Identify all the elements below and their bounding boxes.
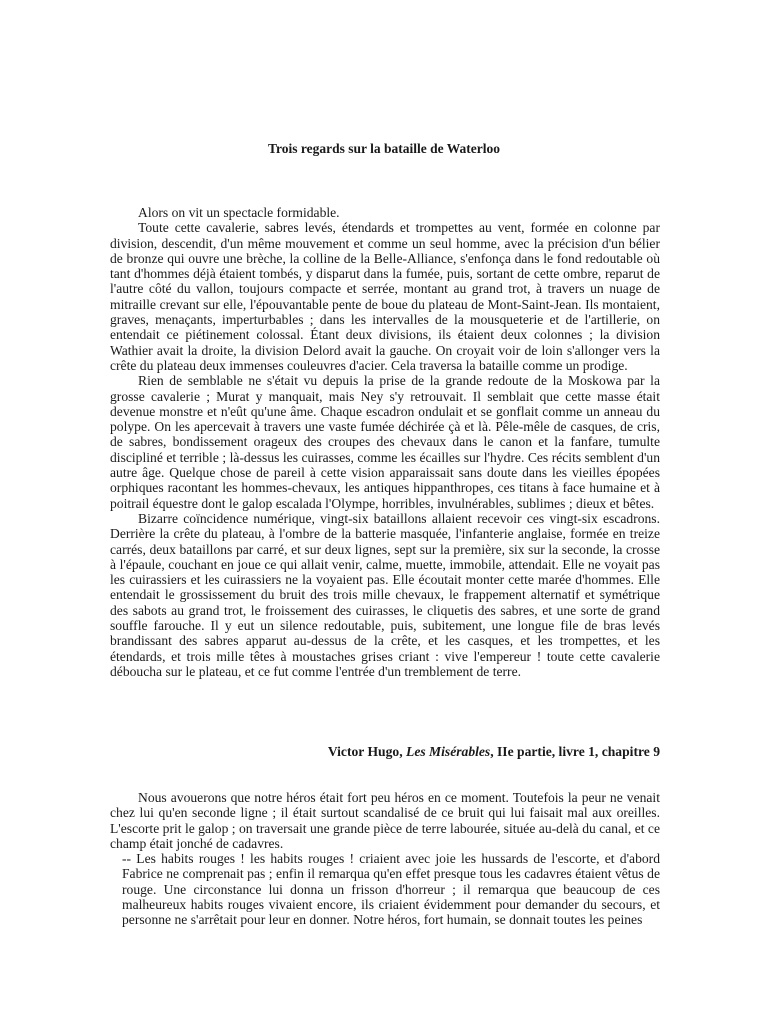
paragraph: Rien de semblable ne s'était vu depuis la prise de la grande redoute de la Moskowa par la grosse cavalerie ; Murat y manquait, mais Ney s'y retrouvait. Il semblait que cette masse était devenue monstre et n'eût qu'une âme. Chaque escadron ondulait et se gonflait comme un anneau du polype. On les apercevait à travers une vaste fumée déchirée çà et là. Pêle-mêle de casques, de cris, de sabres, bondissement orageux des croupes des chevaux dans le canon et la fanfare, tumulte discipliné et terrible ; là-dessus les cuirasses, comme les écailles sur l'hydre. Ces récits semblent d'un autre âge. Quelque chose de pareil à cette vision apparaissait sans doute dans les vieilles épopées orphiques racontant les hommes-chevaux, les antiques hippanthropes, ces titans à face humaine et à poitrail équestre dont le galop escalada l'Olympe, horribles, invulnérables, sublimes ; dieux et bêtes. bbox=[110, 373, 660, 511]
document-title: Trois regards sur la bataille de Waterloo bbox=[268, 141, 500, 156]
paragraph: Toute cette cavalerie, sabres levés, étendards et trompettes au vent, formée en colonne par division, descendit, d'un même mouvement et comme un seul homme, avec la précision d'un bélier de bronze qui ouvre une brèche, la colline de la Belle-Alliance, s'enfonça dans le fond redoutable où tant d'hommes déjà étaient tombés, y disparut dans la fumée, puis, sortant de cette ombre, reparut de l'autre côté du vallon, toujours compacte et serrée, montant au grand trot, à travers un nuage de mitraille crevant sur elle, l'épouvantable pente de boue du plateau de Mont-Saint-Jean. Ils montaient, graves, menaçants, imperturbables ; dans les intervalles de la mousqueterie et de l'artillerie, on entendait ce piétinement colossal. Étant deux divisions, ils étaient deux colonnes ; la division Wathier avait la droite, la division Delord avait la gauche. On croyait voir de loin s'allonger vers la crête du plateau deux immenses couleuvres d'acier. Cela traversa la bataille comme un prodige. bbox=[110, 220, 660, 373]
attribution-reference: , IIe partie, livre 1, chapitre 9 bbox=[490, 744, 660, 759]
paragraph: Alors on vit un spectacle formidable. bbox=[138, 205, 340, 220]
dialog-paragraph: -- Les habits rouges ! les habits rouges ! criaient avec joie les hussards de l'escorte, et d'abord Fabrice ne comprenait pas ; enfin il remarqua qu'en effet presque tous les cadavres étaient vêtus de rouge. Une circonstance lui donna un frisson d'horreur ; il remarqua que beaucoup de ces malheureux habits rouges vivaient encore, ils criaient évidemment pour demander du secours, et personne ne s'arrêtait pour leur en donner. Notre héros, fort humain, se donnait toutes les peines bbox=[122, 851, 660, 928]
attribution-author: Victor Hugo, bbox=[327, 744, 407, 759]
hugo-excerpt bbox=[110, 205, 660, 679]
stendhal-excerpt bbox=[110, 790, 660, 935]
attribution-work: Les Misérables bbox=[406, 744, 491, 759]
hugo-attribution bbox=[110, 743, 660, 760]
paragraph: Bizarre coïncidence numérique, vingt-six bataillons allaient recevoir ces vingt-six escadrons. Derrière la crête du plateau, à l'ombre de la batterie masquée, l'infanterie anglaise, formée en treize carrés, deux bataillons par carré, et sur deux lignes, sept sur la première, six sur la seconde, la crosse à l'épaule, couchant en joue ce qui allait venir, calme, muette, immobile, attendait. Elle ne voyait pas les cuirassiers et les cuirassiers ne la voyaient pas. Elle écoutait monter cette marée d'hommes. Elle entendait le grossissement du bruit des trois mille chevaux, le frappement alternatif et symétrique des sabots au grand trot, le froissement des cuirasses, le cliquetis des sabres, et une sorte de grand souffle farouche. Il y eut un silence redoutable, puis, subitement, une longue file de bras levés brandissant des sabres apparut au-dessus de la crête, et les casques, et les trompettes, et les étendards, et trois mille têtes à moustaches grises criant : vive l'empereur ! toute cette cavalerie déboucha sur le plateau, et ce fut comme l'entrée d'un tremblement de terre. bbox=[110, 510, 660, 679]
paragraph: Nous avouerons que notre héros était fort peu héros en ce moment. Toutefois la peur ne venait chez lui qu'en seconde ligne ; il était surtout scandalisé de ce bruit qui lui faisait mal aux oreilles. L'escorte prit le galop ; on traversait une grande pièce de terre labourée, située au-delà du canal, et ce champ était jonché de cadavres. bbox=[110, 790, 660, 851]
